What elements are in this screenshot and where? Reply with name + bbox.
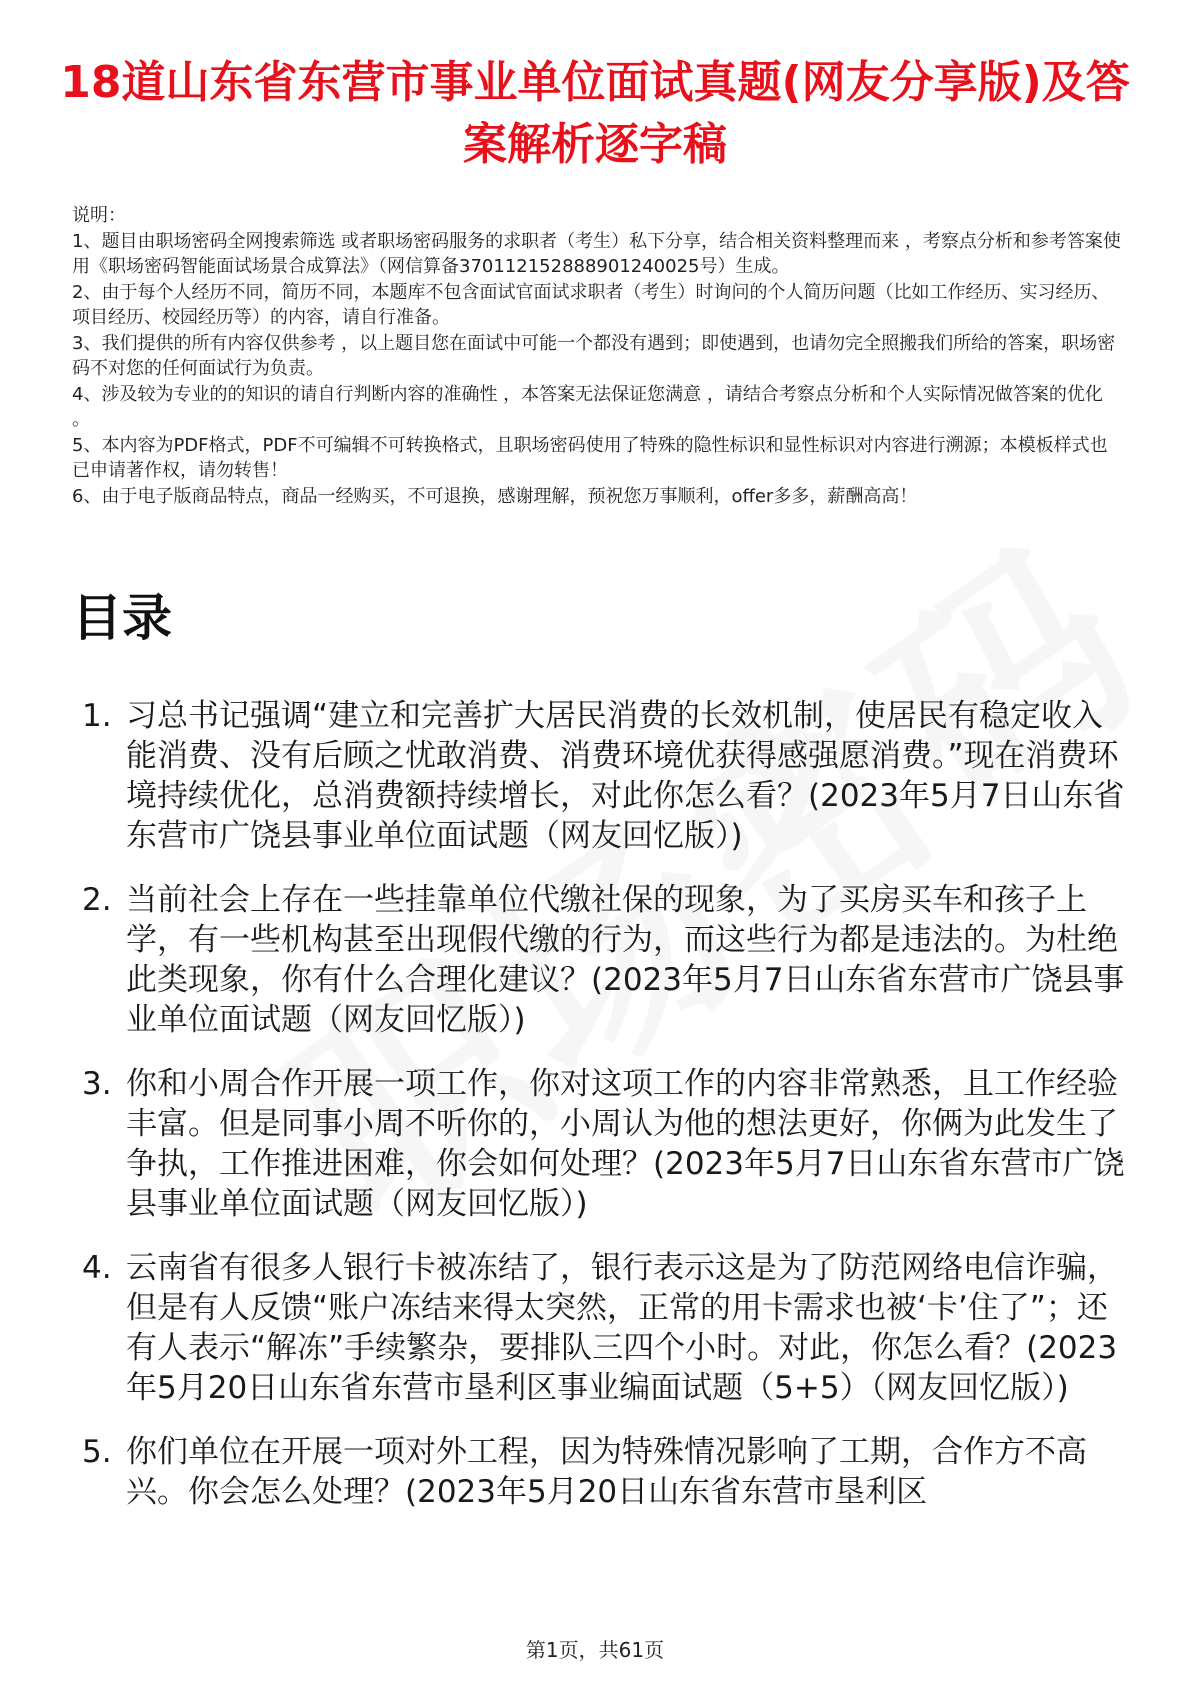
toc-item-number: 3.: [82, 1066, 112, 1102]
toc-item-number: 5.: [82, 1434, 112, 1470]
note-item: 6、由于电子版商品特点，商品一经购买，不可退换，感谢理解，预祝您万事顺利，offer多多，薪酬高高！: [72, 485, 918, 507]
toc-item[interactable]: [72, 696, 1132, 856]
note-item: 2、由于每个人经历不同，简历不同，本题库不包含面试官面试求职者（考生）时询问的个人简历问题（比如工作经历、实习经历、项目经历、校园经历等）的内容，请自行准备。: [72, 281, 1110, 328]
toc-item[interactable]: [72, 1248, 1132, 1408]
notes-heading: 说明：: [72, 205, 126, 226]
toc-item-number: 4.: [82, 1250, 112, 1286]
page-footer: 第1页，共61页: [525, 1638, 665, 1662]
toc-item[interactable]: [72, 880, 1132, 1040]
toc-item-text[interactable]: 习总书记强调“建立和完善扩大居民消费的长效机制，使居民有稳定收入能消费、没有后顾之忧敢消费、消费环境优获得感强愿消费。”现在消费环境持续优化，总消费额持续增长，对此你怎么看？(2023年5月7日山东省东营市广饶县事业单位面试题（网友回忆版）): [126, 698, 1125, 854]
toc-item-text[interactable]: 云南省有很多人银行卡被冻结了，银行表示这是为了防范网络电信诈骗，但是有人反馈“账户冻结来得太突然，正常的用卡需求也被‘卡’住了”；还有人表示“解冻”手续繁杂，要排队三四个小时。对此，你怎么看？(2023年5月20日山东省东营市垦利区事业编面试题（5+5）（网友回忆版）): [126, 1250, 1118, 1406]
notes-section: [72, 203, 1124, 509]
toc-item-text[interactable]: 你们单位在开展一项对外工程，因为特殊情况影响了工期，合作方不高兴。你会怎么处理？(2023年5月20日山东省东营市垦利区: [126, 1434, 1087, 1510]
note-item: 4、涉及较为专业的的知识的请自行判断内容的准确性 ，本答案无法保证您满意 ，请结合考察点分析和个人实际情况做答案的优化 。: [72, 383, 1103, 430]
toc-item-text[interactable]: 当前社会上存在一些挂靠单位代缴社保的现象，为了买房买车和孩子上学，有一些机构甚至出现假代缴的行为，而这些行为都是违法的。为杜绝此类现象，你有什么合理化建议？(2023年5月7日山东省东营市广饶县事业单位面试题（网友回忆版）): [126, 882, 1125, 1038]
toc-list: [72, 696, 1132, 1536]
note-item: 3、我们提供的所有内容仅供参考 ，以上题目您在面试中可能一个都没有遇到；即使遇到，也请勿完全照搬我们所给的答案，职场密码不对您的任何面试行为负责。: [72, 332, 1116, 379]
toc-item-number: 1.: [82, 698, 112, 734]
note-item: 5、本内容为PDF格式，PDF不可编辑不可转换格式，且职场密码使用了特殊的隐性标识和显性标识对内容进行溯源；本模板样式也已申请著作权，请勿转售！: [72, 434, 1108, 481]
toc-item-text[interactable]: 你和小周合作开展一项工作，你对这项工作的内容非常熟悉，且工作经验丰富。但是同事小周不听你的，小周认为他的想法更好，你俩为此发生了争执，工作推进困难，你会如何处理？(2023年5月7日山东省东营市广饶县事业单位面试题（网友回忆版）): [126, 1066, 1125, 1222]
document-title: 18道山东省东营市事业单位面试真题(网友分享版)及答案解析逐字稿: [60, 57, 1130, 170]
toc-heading: 目录: [72, 589, 172, 647]
note-item: 1、题目由职场密码全网搜索筛选 或者职场密码服务的求职者（考生）私下分享，结合相关资料整理而来 ，考察点分析和参考答案使用《职场密码智能面试场景合成算法》（网信算备370112152888901240025号）生成。: [72, 230, 1121, 277]
toc-item-number: 2.: [82, 882, 112, 918]
toc-item[interactable]: [72, 1064, 1132, 1224]
toc-item[interactable]: [72, 1432, 1132, 1512]
